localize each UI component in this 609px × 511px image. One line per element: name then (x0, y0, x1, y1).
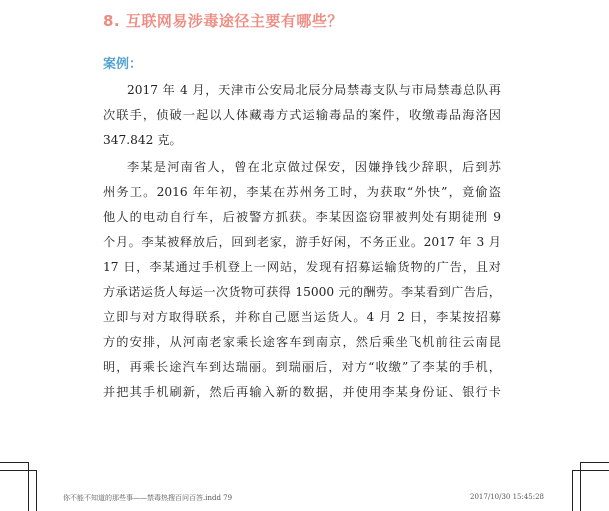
paragraph-line: 17 日，李某通过手机登上一网站，发现有招募运输货物的广告，且对 (103, 260, 501, 274)
paragraph-line: 立即与对方取得联系，并称自己愿当运货人。4 月 2 日，李某按招募 (103, 310, 501, 324)
paragraph-line: 次联手，侦破一起以人体藏毒方式运输毒品的案件，收缴毒品海洛因 (103, 108, 501, 122)
paragraph-line: 方承诺运货人每运一次货物可获得 15000 元的酬劳。李某看到广告后， (103, 285, 501, 299)
footer-file-name: 你不能不知道的那些事——禁毒热搜百问百答.indd 79 (63, 494, 233, 502)
paragraph-line: 明，再乘长途汽车到达瑞丽。到瑞丽后，对方“收缴”了李某的手机， (103, 360, 501, 374)
crop-mark (573, 470, 609, 471)
crop-mark (581, 462, 609, 463)
crop-mark (580, 462, 581, 511)
crop-mark (0, 462, 28, 463)
paragraph-line: 347.842 克。 (103, 133, 182, 147)
case-label: 案例： (103, 57, 143, 72)
paragraph-line: 李某是河南省人，曾在北京做过保安，因嫌挣钱少辞职，后到苏 (127, 160, 501, 174)
crop-mark (28, 462, 29, 511)
section-heading: 8. 互联网易涉毒途径主要有哪些？ (103, 12, 343, 30)
paragraph-line: 他人的电动自行车，后被警方抓获。李某因盗窃罪被判处有期徒刑 9 (103, 210, 501, 224)
paragraph-line: 并把其手机刷新，然后再输入新的数据，并使用李某身份证、银行卡 (103, 385, 501, 399)
paragraph-line: 州务工。2016 年年初，李某在苏州务工时，为获取“外快”，竟偷盗 (103, 185, 501, 199)
paragraph-line: 2017 年 4 月，天津市公安局北辰分局禁毒支队与市局禁毒总队再 (127, 83, 501, 97)
crop-mark (36, 470, 37, 511)
paragraph-line: 个月。李某被释放后，回到老家，游手好闲，不务正业。2017 年 3 月 (103, 235, 501, 249)
footer-timestamp: 2017/10/30 15:45:28 (470, 493, 545, 501)
paragraph-line: 方的安排，从河南老家乘长途客车到南京，然后乘坐飞机前往云南昆 (103, 335, 501, 349)
crop-mark (0, 470, 36, 471)
crop-mark (572, 470, 573, 511)
